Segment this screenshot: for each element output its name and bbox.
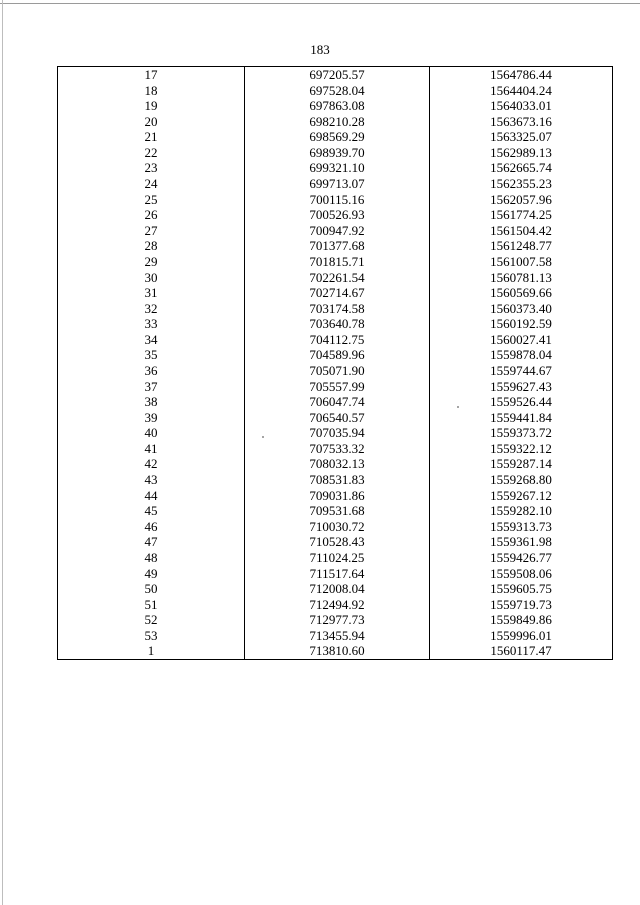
y-coordinate-cell: 1559744.67	[430, 363, 613, 379]
table-row	[58, 332, 613, 348]
table-row	[58, 566, 613, 582]
x-coordinate-cell: 700526.93	[245, 207, 430, 223]
table-row	[58, 534, 613, 550]
x-coordinate-cell: 710030.72	[245, 519, 430, 535]
table-row	[58, 347, 613, 363]
table-row	[58, 472, 613, 488]
point-number-cell: 52	[58, 612, 245, 628]
y-coordinate-cell: 1560569.66	[430, 285, 613, 301]
point-number-cell: 46	[58, 519, 245, 535]
x-coordinate-cell: 712494.92	[245, 597, 430, 613]
y-coordinate-cell: 1563325.07	[430, 129, 613, 145]
table-row	[58, 456, 613, 472]
y-coordinate-cell: 1564786.44	[430, 67, 613, 83]
table-row	[58, 550, 613, 566]
table-row	[58, 207, 613, 223]
table-row	[58, 254, 613, 270]
x-coordinate-cell: 701815.71	[245, 254, 430, 270]
table-row	[58, 285, 613, 301]
x-coordinate-cell: 708032.13	[245, 456, 430, 472]
point-number-cell: 44	[58, 488, 245, 504]
x-coordinate-cell: 703640.78	[245, 316, 430, 332]
table-row	[58, 160, 613, 176]
y-coordinate-cell: 1564033.01	[430, 98, 613, 114]
table-row	[58, 192, 613, 208]
table-row	[58, 441, 613, 457]
point-number-cell: 30	[58, 270, 245, 286]
point-number-cell: 22	[58, 145, 245, 161]
table-row	[58, 363, 613, 379]
x-coordinate-cell: 700115.16	[245, 192, 430, 208]
y-coordinate-cell: 1559508.06	[430, 566, 613, 582]
x-coordinate-cell: 701377.68	[245, 238, 430, 254]
x-coordinate-cell: 711024.25	[245, 550, 430, 566]
x-coordinate-cell: 712008.04	[245, 581, 430, 597]
x-coordinate-cell: 707533.32	[245, 441, 430, 457]
x-coordinate-cell: 713455.94	[245, 628, 430, 644]
table-row	[58, 67, 613, 83]
x-coordinate-cell: 704589.96	[245, 347, 430, 363]
y-coordinate-cell: 1559373.72	[430, 425, 613, 441]
table-row	[58, 316, 613, 332]
point-number-cell: 45	[58, 503, 245, 519]
coordinates-table-body	[58, 67, 613, 660]
point-number-cell: 17	[58, 67, 245, 83]
point-number-cell: 25	[58, 192, 245, 208]
x-coordinate-cell: 712977.73	[245, 612, 430, 628]
y-coordinate-cell: 1559441.84	[430, 410, 613, 426]
left-edge-rule	[2, 0, 3, 905]
x-coordinate-cell: 711517.64	[245, 566, 430, 582]
point-number-cell: 43	[58, 472, 245, 488]
x-coordinate-cell: 713810.60	[245, 643, 430, 659]
point-number-cell: 50	[58, 581, 245, 597]
point-number-cell: 1	[58, 643, 245, 659]
coordinates-table	[57, 66, 613, 660]
y-coordinate-cell: 1559322.12	[430, 441, 613, 457]
table-row	[58, 176, 613, 192]
table-row	[58, 612, 613, 628]
table-row	[58, 98, 613, 114]
page-number: 183	[310, 42, 330, 57]
x-coordinate-cell: 709531.68	[245, 503, 430, 519]
y-coordinate-cell: 1561007.58	[430, 254, 613, 270]
y-coordinate-cell: 1562057.96	[430, 192, 613, 208]
point-number-cell: 19	[58, 98, 245, 114]
point-number-cell: 21	[58, 129, 245, 145]
point-number-cell: 29	[58, 254, 245, 270]
y-coordinate-cell: 1562355.23	[430, 176, 613, 192]
point-number-cell: 38	[58, 394, 245, 410]
y-coordinate-cell: 1559996.01	[430, 628, 613, 644]
y-coordinate-cell: 1559268.80	[430, 472, 613, 488]
point-number-cell: 36	[58, 363, 245, 379]
x-coordinate-cell: 699321.10	[245, 160, 430, 176]
y-coordinate-cell: 1559849.86	[430, 612, 613, 628]
point-number-cell: 32	[58, 301, 245, 317]
x-coordinate-cell: 707035.94	[245, 425, 430, 441]
point-number-cell: 39	[58, 410, 245, 426]
x-coordinate-cell: 702261.54	[245, 270, 430, 286]
x-coordinate-cell: 698569.29	[245, 129, 430, 145]
table-row	[58, 129, 613, 145]
table-row	[58, 394, 613, 410]
table-row	[58, 597, 613, 613]
point-number-cell: 47	[58, 534, 245, 550]
y-coordinate-cell: 1560373.40	[430, 301, 613, 317]
point-number-cell: 28	[58, 238, 245, 254]
table-row	[58, 410, 613, 426]
y-coordinate-cell: 1559313.73	[430, 519, 613, 535]
point-number-cell: 37	[58, 379, 245, 395]
x-coordinate-cell: 697205.57	[245, 67, 430, 83]
x-coordinate-cell: 698939.70	[245, 145, 430, 161]
y-coordinate-cell: 1559719.73	[430, 597, 613, 613]
table-row	[58, 425, 613, 441]
table-row	[58, 519, 613, 535]
table-row	[58, 145, 613, 161]
x-coordinate-cell: 699713.07	[245, 176, 430, 192]
y-coordinate-cell: 1561774.25	[430, 207, 613, 223]
scan-speck	[457, 406, 459, 408]
point-number-cell: 42	[58, 456, 245, 472]
x-coordinate-cell: 700947.92	[245, 223, 430, 239]
x-coordinate-cell: 708531.83	[245, 472, 430, 488]
y-coordinate-cell: 1564404.24	[430, 83, 613, 99]
point-number-cell: 18	[58, 83, 245, 99]
point-number-cell: 48	[58, 550, 245, 566]
x-coordinate-cell: 709031.86	[245, 488, 430, 504]
y-coordinate-cell: 1562989.13	[430, 145, 613, 161]
table-row	[58, 270, 613, 286]
point-number-cell: 53	[58, 628, 245, 644]
y-coordinate-cell: 1559526.44	[430, 394, 613, 410]
point-number-cell: 41	[58, 441, 245, 457]
y-coordinate-cell: 1563673.16	[430, 114, 613, 130]
y-coordinate-cell: 1560117.47	[430, 643, 613, 659]
y-coordinate-cell: 1559267.12	[430, 488, 613, 504]
point-number-cell: 20	[58, 114, 245, 130]
top-edge-rule	[0, 3, 640, 4]
x-coordinate-cell: 706540.57	[245, 410, 430, 426]
y-coordinate-cell: 1562665.74	[430, 160, 613, 176]
x-coordinate-cell: 705071.90	[245, 363, 430, 379]
point-number-cell: 51	[58, 597, 245, 613]
y-coordinate-cell: 1559878.04	[430, 347, 613, 363]
y-coordinate-cell: 1559426.77	[430, 550, 613, 566]
table-row	[58, 628, 613, 644]
table-row	[58, 488, 613, 504]
y-coordinate-cell: 1559287.14	[430, 456, 613, 472]
point-number-cell: 40	[58, 425, 245, 441]
point-number-cell: 24	[58, 176, 245, 192]
table-row	[58, 223, 613, 239]
point-number-cell: 27	[58, 223, 245, 239]
point-number-cell: 26	[58, 207, 245, 223]
x-coordinate-cell: 705557.99	[245, 379, 430, 395]
y-coordinate-cell: 1559605.75	[430, 581, 613, 597]
x-coordinate-cell: 702714.67	[245, 285, 430, 301]
table-row	[58, 301, 613, 317]
point-number-cell: 31	[58, 285, 245, 301]
x-coordinate-cell: 704112.75	[245, 332, 430, 348]
x-coordinate-cell: 703174.58	[245, 301, 430, 317]
table-row	[58, 581, 613, 597]
x-coordinate-cell: 697528.04	[245, 83, 430, 99]
scan-speck	[262, 436, 264, 438]
y-coordinate-cell: 1561504.42	[430, 223, 613, 239]
y-coordinate-cell: 1560027.41	[430, 332, 613, 348]
table-row	[58, 238, 613, 254]
table-row	[58, 503, 613, 519]
table-row	[58, 643, 613, 659]
y-coordinate-cell: 1561248.77	[430, 238, 613, 254]
point-number-cell: 34	[58, 332, 245, 348]
y-coordinate-cell: 1559361.98	[430, 534, 613, 550]
table-row	[58, 83, 613, 99]
y-coordinate-cell: 1560192.59	[430, 316, 613, 332]
y-coordinate-cell: 1559282.10	[430, 503, 613, 519]
point-number-cell: 35	[58, 347, 245, 363]
x-coordinate-cell: 697863.08	[245, 98, 430, 114]
point-number-cell: 23	[58, 160, 245, 176]
point-number-cell: 33	[58, 316, 245, 332]
point-number-cell: 49	[58, 566, 245, 582]
x-coordinate-cell: 706047.74	[245, 394, 430, 410]
x-coordinate-cell: 710528.43	[245, 534, 430, 550]
y-coordinate-cell: 1560781.13	[430, 270, 613, 286]
y-coordinate-cell: 1559627.43	[430, 379, 613, 395]
table-row	[58, 114, 613, 130]
x-coordinate-cell: 698210.28	[245, 114, 430, 130]
table-row	[58, 379, 613, 395]
